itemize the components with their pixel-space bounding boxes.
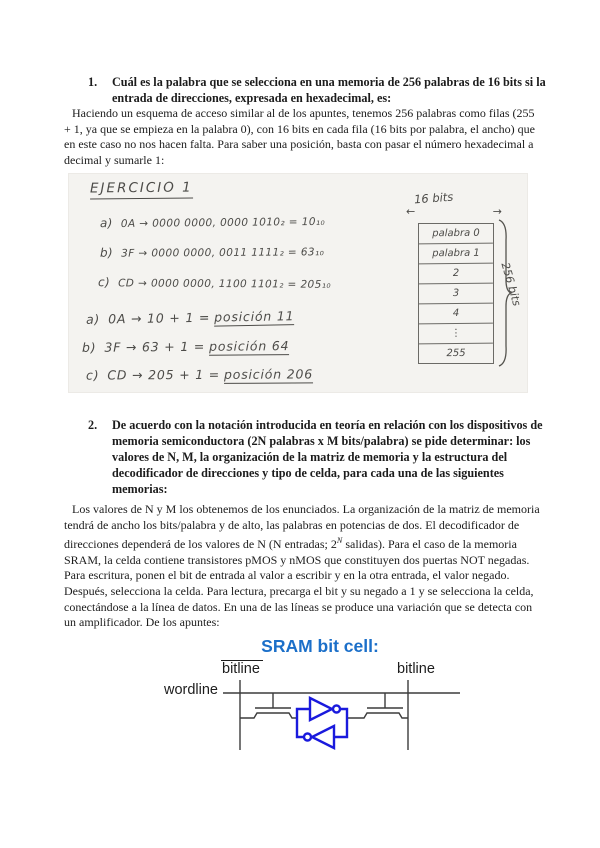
table-row: 255 [419,343,493,364]
position-line [82,338,289,355]
paragraph-2 [64,502,540,631]
conversion-label: b) [99,245,114,260]
question-2-number: 2. [88,418,98,432]
arrow-left-icon: ← [406,205,416,218]
position-result: posición 64 [209,338,290,354]
table-row: palabra 1 [419,243,493,264]
sketch-height-label: 256 bits [498,261,524,308]
paragraph-1: Haciendo un esquema de acceso similar al de los apuntes, tenemos 256 palabras como filas (255 + 1, ya que se empieza en la palabra 0), con 16 bits en cada fila (16 bits por palabra, el ancho) que en este caso no nos hacen falta. Para saber una posición, basta con pasar el número hexadecimal a decimal y sumarle 1: [64,106,535,167]
conversion-line [100,244,324,260]
top-inverter-icon [310,698,332,720]
position-calc: 0A → 10 + 1 = [108,309,211,327]
table-row: 4 [419,303,493,324]
position-line [86,308,295,327]
conversion-label: a) [99,216,113,231]
question-2 [88,417,548,497]
position-calc: CD → 205 + 1 = [107,366,221,383]
position-calc: 3F → 63 + 1 = [104,338,206,355]
position-line [86,366,313,382]
memory-sketch-table [418,223,494,364]
position-label: b) [81,339,97,355]
bottom-inverter-bubble [304,734,311,741]
conversion-line [100,214,325,230]
wordline-label: wordline [164,682,218,698]
position-result: posición 11 [214,308,295,325]
bitline-bar-label: bitline [221,660,263,677]
right-transistor-channel [347,713,408,718]
conversion-line [98,275,331,291]
exponent-n: N [336,536,343,546]
left-transistor-channel [240,713,297,718]
bottom-inverter-icon [312,726,334,748]
question-1 [88,74,548,106]
sram-figure-title: SRAM bit cell: [261,636,379,656]
question-1-number: 1. [88,75,98,89]
arrow-right-icon: → [492,205,502,218]
top-inverter-bubble [333,706,340,713]
paragraph-2-text: salidas). Para el caso de la memoria SRAM, la celda contiene transistores pMOS y nMOS que constituyen dos puertas NOT negadas. Para escritura, ponen el bit de entrada al valor a escribir y en la otra entrada, el valor negado. Después, selecciona la celda. Para lectura, precarga el bit y su negado a 1 y se selecciona la celda, conectándose a la línea de datos. En una de las líneas se produce una variación que se detecta con un amplificador. De los apuntes: [64,537,534,630]
table-row: palabra 0 [432,227,480,240]
position-result: posición 206 [223,366,313,382]
handwritten-exercise-scan [68,173,528,393]
table-row: 2 [419,263,493,284]
position-label: a) [85,311,101,327]
position-label: c) [85,367,100,383]
paragraph-2-text: Los valores de N y M los obtenemos de los enunciados. La organización de la matriz de memoria tendrá de ancho los bits/palabra y de alto, las palabras en potencias de dos. El decodificador de direcciones dependerá de los valores de N (N entradas; 2 [64,502,540,552]
bitline-label: bitline [397,661,435,677]
conversion-text: CD → 0000 0000, 1100 1101₂ = 205₁₀ [118,277,332,291]
question-1-text: Cuál es la palabra que se selecciona en una memoria de 256 palabras de 16 bits si la entrada de direcciones, expresada en hexadecimal, es: [112,75,546,105]
scan-title: EJERCICIO 1 [90,180,193,200]
sram-circuit-diagram [150,632,480,782]
table-row: ⋮ [419,323,493,344]
conversion-text: 0A → 0000 0000, 0000 1010₂ = 10₁₀ [120,215,326,230]
question-2-text: De acuerdo con la notación introducida en teoría en relación con los dispositivos de memoria semiconductora (2N palabras x M bits/palabra) se pide determinar: los valores de N, M, la organización de la matriz de memoria y la estructura del decodificador de direcciones y tipo de celda, para cada una de las siguientes memorias: [112,418,543,496]
conversion-text: 3F → 0000 0000, 0011 1111₂ = 63₁₀ [121,246,325,260]
sketch-width-arrows [406,205,502,218]
conversion-label: c) [97,275,111,290]
sketch-width-label: 16 bits [413,189,454,207]
table-row: 3 [419,283,493,304]
